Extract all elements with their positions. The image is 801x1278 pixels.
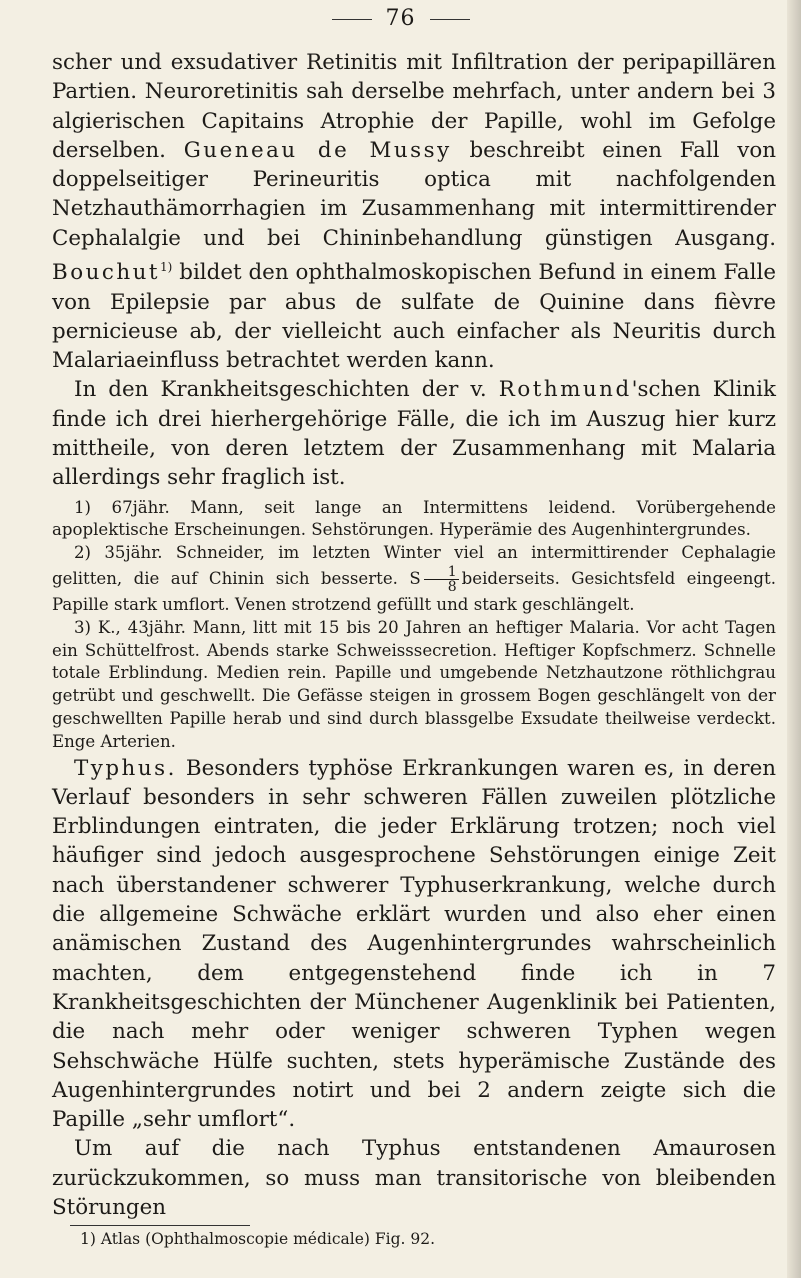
author-name-rothmund: Rothmund	[498, 377, 632, 403]
page-header	[0, 6, 801, 31]
paragraph-2-text-b: 'schen Klinik finde ich drei hierhergehörige Fälle, die ich im Auszug hier kurz mittheile, von deren letztem der Zusammenhang mit Malaria allerdings sehr fraglich ist.	[52, 377, 776, 491]
page-number: 76	[385, 6, 416, 31]
page-edge-shadow	[787, 0, 801, 1278]
page-body	[52, 48, 776, 1249]
case-3: 3) K., 43jähr. Mann, litt mit 15 bis 20 Jahren an heftiger Malaria. Vor acht Tagen ein Schüttelfrost. Abends starke Schweisssecretion. Heftiger Kopfschmerz. Schnelle totale Erblindung. Medien rein. Papille und umgebende Netzhautzone röthlichgrau getrübt und geschwellt. Die Gefässe steigen in grossem Bogen geschlängelt von der geschwellten Papille herab und sind durch blassgelbe Exsudate theilweise verdeckt. Enge Arterien.	[52, 617, 776, 751]
case-list	[52, 497, 776, 754]
paragraph-1-text-c: bildet den ophthalmoskopischen Befund in einem Falle von Epilepsie par abus de sulfate de Quinine dans fièvre pernicieuse ab, der vielleicht auch einfacher als Neuritis durch Malariaeinfluss betrachtet werden kann.	[52, 260, 776, 374]
footnote-rule	[70, 1225, 250, 1226]
paragraph-1-text-a: scher und exsudativer Retinitis mit Infiltration der peripapillären Partien. Neuroretinitis sah derselbe mehrfach, unter andern bei 3 algierischen Capitains Atrophie der Papille, wohl im Gefolge derselben.	[52, 50, 776, 163]
paragraph-typhus	[52, 754, 776, 1135]
body-text-bottom	[52, 754, 776, 1223]
paragraph-1-text-b: beschreibt einen Fall von doppelseitiger Perineuritis optica mit nachfolgenden Netzhauthämorrhagien im Zusammenhang mit intermittirender Cephalalgie und bei Chininbehandlung günstigen Ausgang.	[52, 137, 776, 251]
case-1: 1) 67jähr. Mann, seit lange an Intermittens leidend. Vorübergehende apoplektische Erscheinungen. Sehstörungen. Hyperämie des Augenhintergrundes.	[52, 497, 776, 540]
paragraph-2	[52, 375, 776, 492]
fraction-numerator: 1	[424, 565, 459, 580]
author-name-gueneau: Gueneau de Mussy	[183, 137, 452, 163]
header-dash-right	[430, 19, 470, 20]
header-dash-left	[332, 19, 372, 20]
section-heading-typhus: Typhus.	[74, 755, 177, 781]
paragraph-amaurosen: Um auf die nach Typhus entstandenen Amaurosen zurückzukommen, so muss man transitorische von bleibenden Störungen	[52, 1136, 776, 1220]
case-2-text-b: beiderseits. Gesichtsfeld eingeengt. Papille stark umflort. Venen strotzend gefüllt und stark geschlängelt.	[52, 568, 776, 614]
footnote-reference: 1)	[160, 260, 173, 275]
visual-acuity-fraction	[424, 565, 459, 594]
author-name-bouchut: Bouchut	[52, 260, 161, 286]
fraction-denominator: 8	[447, 578, 457, 595]
case-2	[52, 542, 776, 617]
paragraph-1	[52, 48, 776, 375]
case-2-text-a: 2) 35jähr. Schneider, im letzten Winter viel an intermittirender Cephalagie gelitten, die auf Chinin sich besserte. S	[52, 543, 776, 588]
paragraph-2-text-a: In den Krankheitsgeschichten der v.	[74, 377, 487, 403]
footnote: 1) Atlas (Ophthalmoscopie médicale) Fig. 92.	[80, 1230, 436, 1249]
paragraph-typhus-text: Besonders typhöse Erkrankungen waren es, in deren Verlauf besonders in sehr schweren Fällen zuweilen plötzliche Erblindungen eintraten, die jeder Erklärung trotzen; noch viel häufiger sind jedoch ausgesprochene Sehstörungen einige Zeit nach überstandener schwerer Typhuserkrankung, welche durch die allgemeine Schwäche erklärt wurden und also eher einen anämischen Zustand des Augenhintergrundes wahrscheinlich machten, dem entgegenstehend finde ich in 7 Krankheitsgeschichten der Münchener Augenklinik bei Patienten, die nach mehr oder weniger schweren Typhen wegen Sehschwäche Hülfe suchten, stets hyperämische Zustände des Augenhintergrundes notirt und bei 2 andern zeigte sich die Papille „sehr umflort“.	[52, 755, 777, 1133]
body-text-top	[52, 48, 776, 493]
